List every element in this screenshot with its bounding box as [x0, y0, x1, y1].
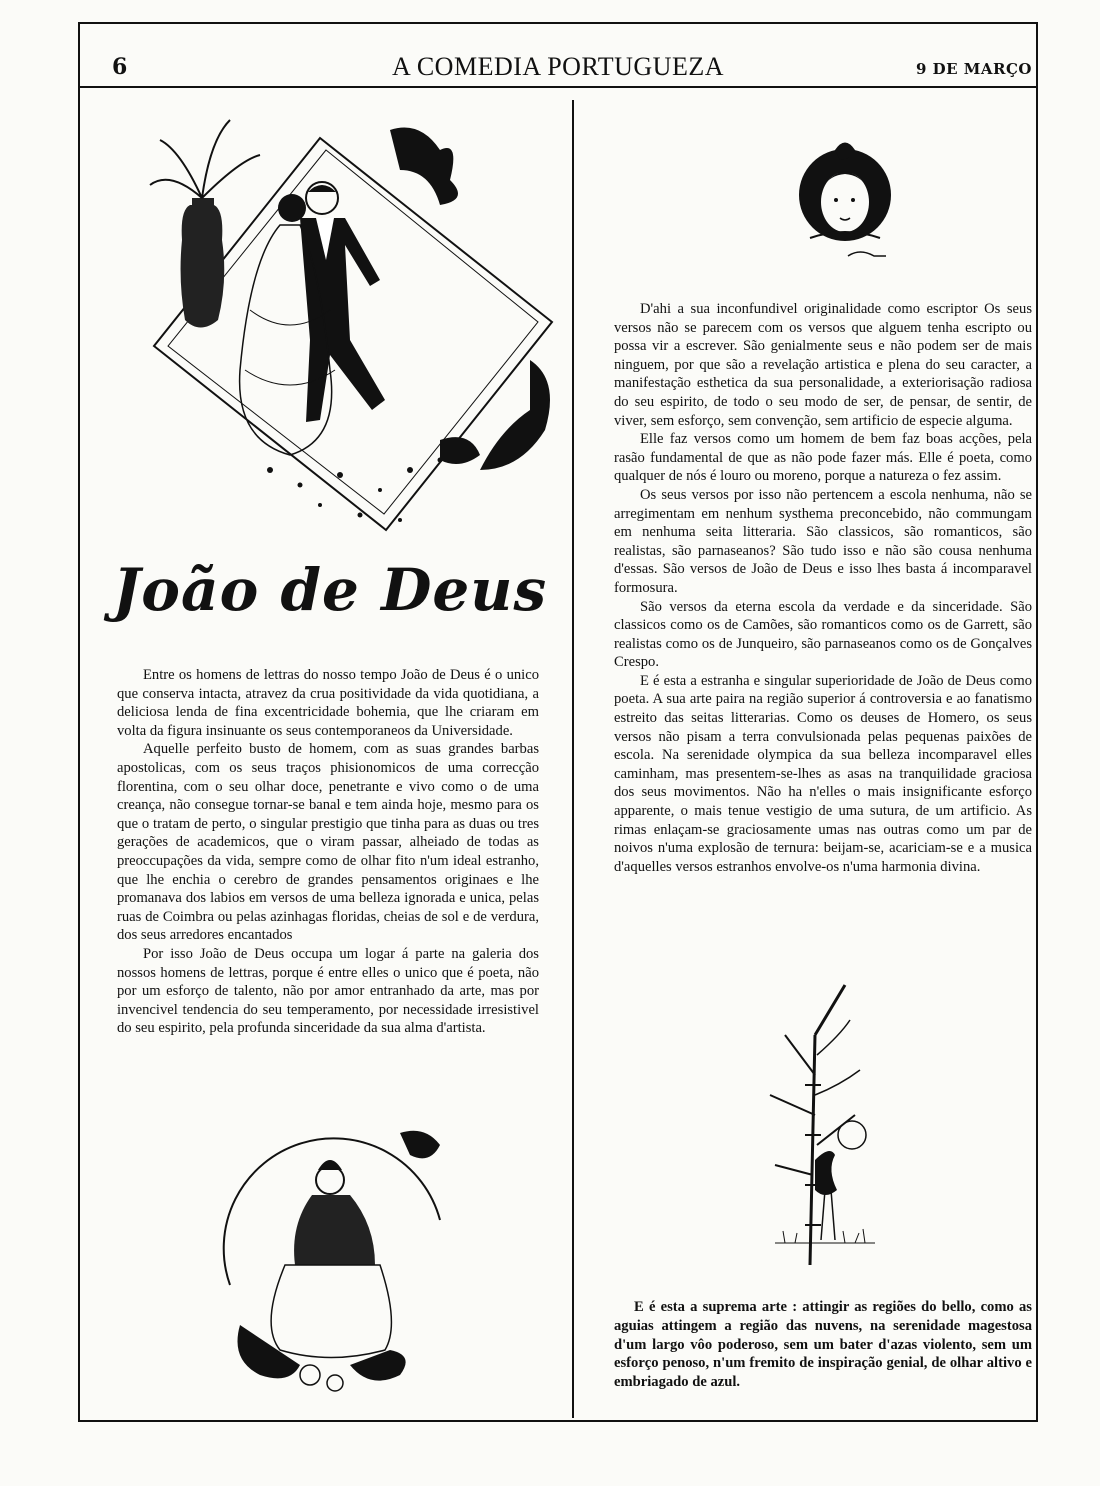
bamboo-heron-illustration [755, 975, 885, 1275]
page-number: 6 [112, 54, 128, 80]
column-divider [572, 100, 574, 1418]
seated-woman-illustration [200, 1125, 460, 1395]
article-title: João de Deus [112, 556, 548, 624]
issue-date: 9 DE MARÇO [915, 60, 1032, 78]
publication-title: A COMEDIA PORTUGUEZA [391, 52, 724, 81]
right-column-text [614, 300, 1032, 876]
paragraph: D'ahi a sua inconfundivel originalidade como escriptor Os seus versos não se parecem com os versos que alguem tenha escripto ou possa vir a escrever. São genialmente seus e não podem ser de mais ninguem, por que são a revelação artistica e plena do seu caracter, a manifestação esthetica da sua personalidade, a exteriorisação radiosa do seu espirito, de todo o seu modo de ser, de pensar, de sentir, de viver, sem esforço, sem convenção, sem artificio de especie alguma. [614, 301, 1032, 429]
paragraph: Por isso João de Deus occupa um logar á parte na galeria dos nossos homens de lettras, porque é entre elles o unico que é poeta, não por um esforço de talento, não por amor entranhado da arte, mas por invencivel tendencia do seu temperamento, por necessidade irresistivel do seu espirito, pela profunda sinceridade da sua alma d'artista. [117, 945, 539, 1037]
page-header [80, 50, 1036, 88]
paragraph: Aquelle perfeito busto de homem, com as suas grandes barbas apostolicas, com os seus traços phisionomicos de uma correcção florentina, com o seu olhar doce, penetrante e vivo como o de uma creança, não consegue tornar-se banal e tem ainda hoje, mesmo para os que o tratam de perto, o singular prestigio que tinha para as duas ou tres gerações de academicos, que o viram passar, alheiado de todas as preoccupações da vida, sempre como de olhar fito n'um ideal estranho, que lhe enchia o cerebro de grandes pensamentos originaes e lhe promanava dos labios em versos de uma belleza ignorada e unica, pelas ruas de Coimbra ou pelas azinhagas floridas, cheias de sol e de verdura, dos seus arredores encantados [117, 741, 539, 944]
dancing-couple-illustration [140, 110, 570, 550]
closing-paragraph [614, 1298, 1032, 1392]
paragraph: E é esta a suprema arte : attingir as regiões do bello, como as aguias attingem a região das nuvens, na serenidade magestosa d'um largo vôo poderoso, sem um bater d'azas violento, sem um esforço penoso, n'um fremito de inspiração genial, de olhar altivo e embriagado de azul. [614, 1299, 1032, 1391]
portrait-medallion-illustration [790, 130, 900, 270]
paragraph: Elle faz versos como um homem de bem faz boas acções, pela rasão fundamental de que as não pode fazer más. Elle é poeta, como qualquer de nós é louro ou moreno, porque a natureza o fez assim. [614, 431, 1032, 485]
paragraph: Entre os homens de lettras do nosso tempo João de Deus é o unico que conserva intacta, atravez da crua positividade da vida quotidiana, a deliciosa lenda de fina excentricidade bohemia, que lhe criaram em volta da figura insinuante os seus contemporaneos da Universidade. [117, 667, 539, 739]
paragraph: Os seus versos por isso não pertencem a escola nenhuma, não se arregimentam em nenhum systhema preconcebido, não commungam em nenhuma seita litteraria. São classicos, são romanticos, são realistas, são parnaseanos? São tudo isso e não são cousa nenhuma d'essas. São versos de João de Deus e isso lhes basta á incomparavel formosura. [614, 486, 1032, 596]
left-column-text [117, 666, 539, 1038]
paragraph: E é esta a estranha e singular superioridade de João de Deus como poeta. A sua arte paira na região superior á controversia e ao fanatismo estreito das seitas litterarias. Como os deuses de Homero, os seus versos não pisam a terra convulsionada pelas pequenas paixões de escola. Na serenidade olympica da sua belleza incomparavel elles caminham, mas presentem-se-lhes as asas na tranquilidade graciosa dos seus movimentos. Não ha n'elles o mais insignificante esforço apparente, o mais tenue vestigio de uma sutura, de um artificio. As rimas enlaçam-se graciosamente umas nas outras como um par de noivos n'uma explosão de ternura: beijam-se, acariciam-se e a musica d'aquelles versos estranhos envolve-os n'uma harmonia divina. [614, 672, 1032, 875]
paragraph: São versos da eterna escola da verdade e da sinceridade. São classicos como os de Camões, são romanticos como os de Garrett, são realistas como os de Junqueiro, são parnaseanos como os de Gonçalves Crespo. [614, 598, 1032, 671]
